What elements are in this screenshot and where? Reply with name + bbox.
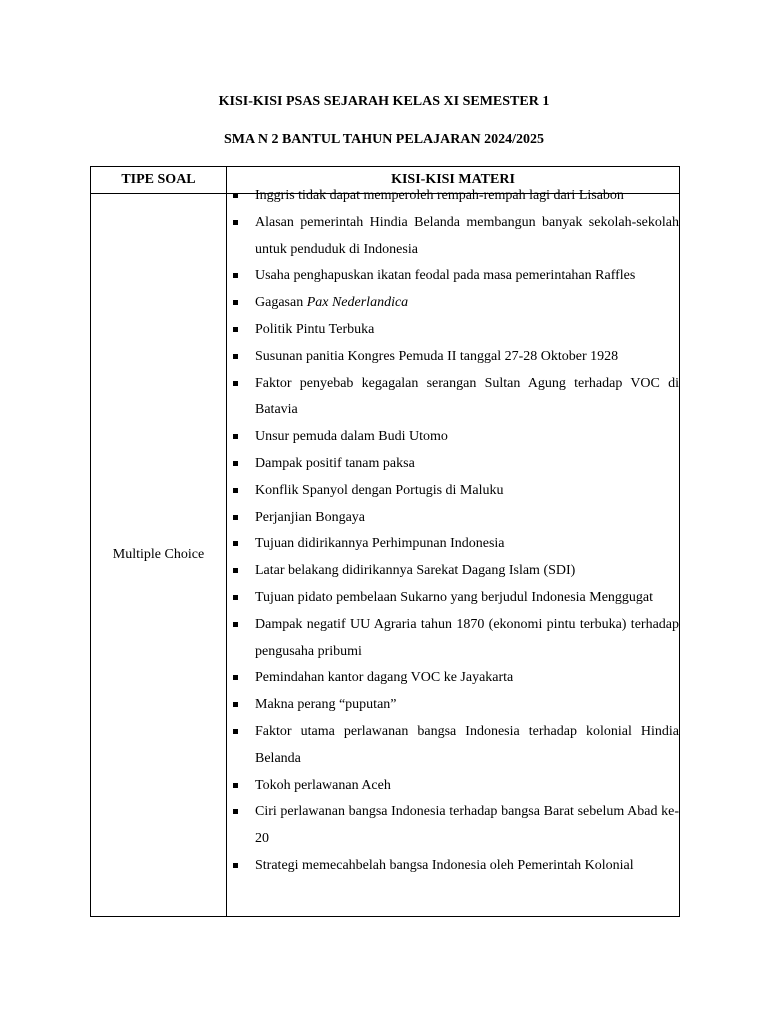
document-title: KISI-KISI PSAS SEJARAH KELAS XI SEMESTER 1 bbox=[218, 94, 550, 109]
header-kisi-kisi-materi: KISI-KISI MATERI bbox=[227, 167, 680, 194]
document-subtitle: SMA N 2 BANTUL TAHUN PELAJARAN 2024/2025 bbox=[224, 132, 544, 147]
list-item: Susunan panitia Kongres Pemuda II tanggal 27-28 Oktober 1928 bbox=[227, 344, 679, 371]
list-item: Dampak positif tanam paksa bbox=[227, 451, 679, 478]
list-item: Dampak negatif UU Agraria tahun 1870 (ekonomi pintu terbuka) terhadap pengusaha pribumi bbox=[227, 612, 679, 666]
list-item: Perjanjian Bongaya bbox=[227, 505, 679, 532]
list-item bbox=[227, 290, 679, 317]
question-type-cell: Multiple Choice bbox=[91, 194, 227, 917]
table-row bbox=[91, 194, 680, 917]
list-item: Makna perang “puputan” bbox=[227, 692, 679, 719]
list-item: Tujuan pidato pembelaan Sukarno yang berjudul Indonesia Menggugat bbox=[227, 585, 679, 612]
list-item-italic-term: Pax Nederlandica bbox=[306, 295, 409, 311]
list-item: Ciri perlawanan bangsa Indonesia terhadap bangsa Barat sebelum Abad ke-20 bbox=[227, 799, 679, 853]
list-item: Konflik Spanyol dengan Portugis di Maluku bbox=[227, 478, 679, 505]
list-item: Tujuan didirikannya Perhimpunan Indonesia bbox=[227, 531, 679, 558]
kisi-kisi-table bbox=[90, 166, 680, 917]
list-item-text: Gagasan bbox=[255, 295, 304, 311]
list-item: Faktor utama perlawanan bangsa Indonesia terhadap kolonial Hindia Belanda bbox=[227, 719, 679, 773]
list-item: Unsur pemuda dalam Budi Utomo bbox=[227, 424, 679, 451]
list-item: Inggris tidak dapat memperoleh rempah-rempah lagi dari Lisabon bbox=[227, 183, 679, 210]
list-item: Politik Pintu Terbuka bbox=[227, 317, 679, 344]
list-item: Faktor penyebab kegagalan serangan Sultan Agung terhadap VOC di Batavia bbox=[227, 371, 679, 425]
materi-cell bbox=[227, 188, 680, 917]
list-item: Latar belakang didirikannya Sarekat Dagang Islam (SDI) bbox=[227, 558, 679, 585]
list-item: Strategi memecahbelah bangsa Indonesia oleh Pemerintah Kolonial bbox=[227, 853, 679, 880]
materi-list bbox=[227, 183, 679, 880]
list-item: Tokoh perlawanan Aceh bbox=[227, 773, 679, 800]
list-item: Alasan pemerintah Hindia Belanda membangun banyak sekolah-sekolah untuk penduduk di Indonesia bbox=[227, 210, 679, 264]
header-tipe-soal: TIPE SOAL bbox=[91, 167, 227, 194]
list-item: Usaha penghapuskan ikatan feodal pada masa pemerintahan Raffles bbox=[227, 263, 679, 290]
list-item: Pemindahan kantor dagang VOC ke Jayakarta bbox=[227, 665, 679, 692]
